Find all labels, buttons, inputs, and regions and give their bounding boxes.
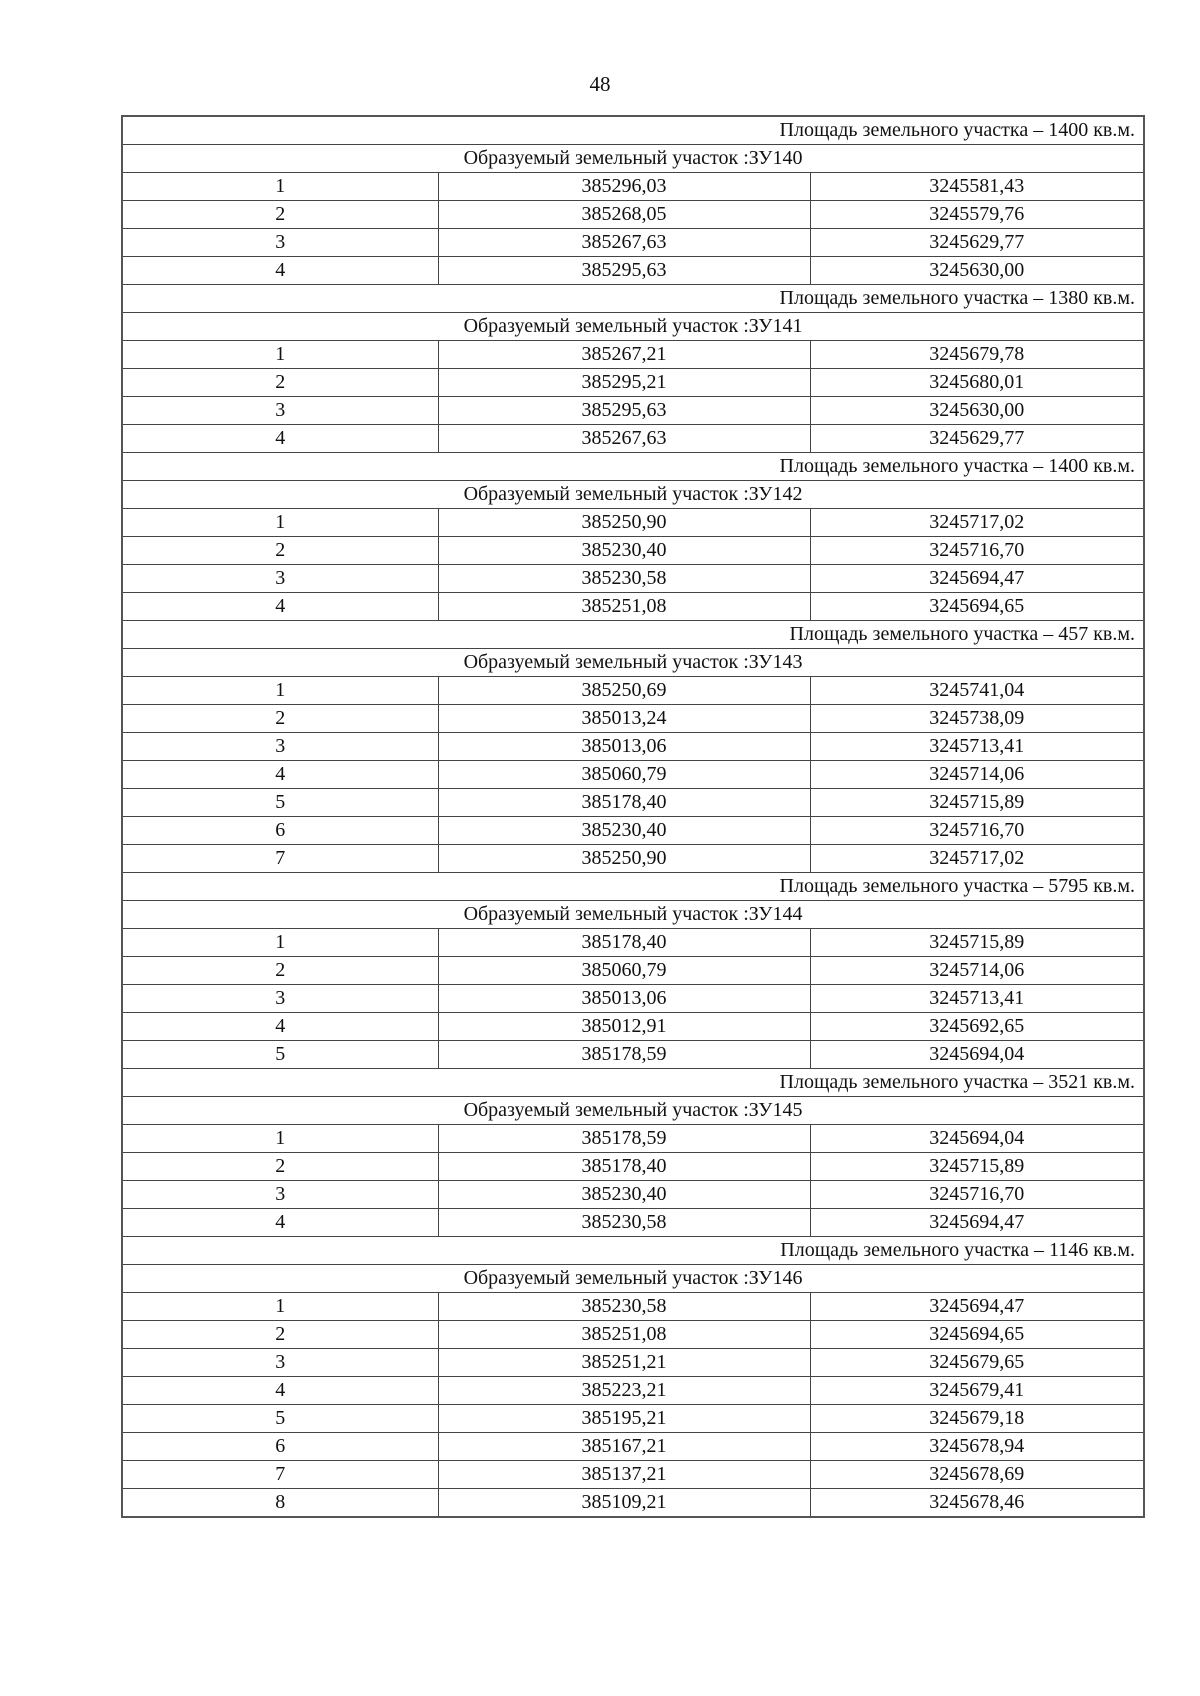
x-coordinate: 385178,59 [438,1125,810,1153]
table-row [122,1013,1144,1041]
point-number: 1 [122,1125,438,1153]
x-coordinate: 385230,58 [438,1209,810,1237]
parcel-area-text: Площадь земельного участка – 5795 кв.м. [122,873,1144,901]
table-row [122,761,1144,789]
point-number: 4 [122,593,438,621]
parcel-header-row [122,1265,1144,1293]
point-number: 8 [122,1489,438,1518]
point-number: 1 [122,929,438,957]
y-coordinate: 3245713,41 [810,733,1144,761]
point-number: 4 [122,1209,438,1237]
x-coordinate: 385167,21 [438,1433,810,1461]
x-coordinate: 385251,08 [438,593,810,621]
y-coordinate: 3245630,00 [810,397,1144,425]
x-coordinate: 385267,21 [438,341,810,369]
x-coordinate: 385178,59 [438,1041,810,1069]
table-row [122,1461,1144,1489]
point-number: 6 [122,1433,438,1461]
point-number: 3 [122,985,438,1013]
y-coordinate: 3245716,70 [810,537,1144,565]
table-row [122,985,1144,1013]
table-row [122,929,1144,957]
table-row [122,1349,1144,1377]
point-number: 2 [122,369,438,397]
table-row [122,705,1144,733]
table-row [122,1377,1144,1405]
y-coordinate: 3245714,06 [810,761,1144,789]
table-row [122,1489,1144,1518]
point-number: 2 [122,201,438,229]
y-coordinate: 3245717,02 [810,509,1144,537]
x-coordinate: 385230,58 [438,565,810,593]
parcel-header-row [122,901,1144,929]
parcel-header-row [122,481,1144,509]
table-row [122,1153,1144,1181]
parcel-title: Образуемый земельный участок :ЗУ141 [122,313,1144,341]
y-coordinate: 3245692,65 [810,1013,1144,1041]
table-row [122,369,1144,397]
point-number: 2 [122,1153,438,1181]
table-row [122,1293,1144,1321]
y-coordinate: 3245694,65 [810,1321,1144,1349]
parcel-header-row [122,649,1144,677]
parcel-title: Образуемый земельный участок :ЗУ140 [122,145,1144,173]
x-coordinate: 385109,21 [438,1489,810,1518]
point-number: 3 [122,229,438,257]
y-coordinate: 3245694,47 [810,1293,1144,1321]
table-row [122,537,1144,565]
table-row [122,1321,1144,1349]
x-coordinate: 385060,79 [438,761,810,789]
table-row [122,817,1144,845]
parcel-title: Образуемый земельный участок :ЗУ144 [122,901,1144,929]
x-coordinate: 385223,21 [438,1377,810,1405]
parcel-area-text: Площадь земельного участка – 1400 кв.м. [122,453,1144,481]
y-coordinate: 3245629,77 [810,229,1144,257]
x-coordinate: 385295,63 [438,257,810,285]
point-number: 2 [122,537,438,565]
x-coordinate: 385268,05 [438,201,810,229]
table-row [122,341,1144,369]
point-number: 6 [122,817,438,845]
point-number: 4 [122,761,438,789]
x-coordinate: 385013,24 [438,705,810,733]
x-coordinate: 385060,79 [438,957,810,985]
y-coordinate: 3245716,70 [810,817,1144,845]
point-number: 2 [122,957,438,985]
point-number: 4 [122,257,438,285]
x-coordinate: 385137,21 [438,1461,810,1489]
point-number: 3 [122,397,438,425]
y-coordinate: 3245679,41 [810,1377,1144,1405]
point-number: 1 [122,677,438,705]
y-coordinate: 3245694,47 [810,565,1144,593]
point-number: 4 [122,1013,438,1041]
page-number: 48 [589,72,611,96]
x-coordinate: 385013,06 [438,985,810,1013]
y-coordinate: 3245738,09 [810,705,1144,733]
x-coordinate: 385251,21 [438,1349,810,1377]
y-coordinate: 3245679,65 [810,1349,1144,1377]
point-number: 1 [122,509,438,537]
point-number: 3 [122,1181,438,1209]
y-coordinate: 3245581,43 [810,173,1144,201]
table-row [122,1209,1144,1237]
point-number: 1 [122,1293,438,1321]
x-coordinate: 385295,21 [438,369,810,397]
point-number: 3 [122,1349,438,1377]
y-coordinate: 3245579,76 [810,201,1144,229]
area-row [122,1069,1144,1097]
table-row [122,1041,1144,1069]
table-row [122,1181,1144,1209]
y-coordinate: 3245679,78 [810,341,1144,369]
x-coordinate: 385250,90 [438,509,810,537]
table-row [122,425,1144,453]
parcel-area-text: Площадь земельного участка – 1146 кв.м. [122,1237,1144,1265]
point-number: 3 [122,565,438,593]
x-coordinate: 385267,63 [438,425,810,453]
parcel-area-text: Площадь земельного участка – 3521 кв.м. [122,1069,1144,1097]
x-coordinate: 385013,06 [438,733,810,761]
area-row [122,621,1144,649]
point-number: 4 [122,1377,438,1405]
table-row [122,845,1144,873]
y-coordinate: 3245678,94 [810,1433,1144,1461]
area-row [122,453,1144,481]
x-coordinate: 385012,91 [438,1013,810,1041]
parcel-title: Образуемый земельный участок :ЗУ145 [122,1097,1144,1125]
parcel-header-row [122,145,1144,173]
table-row [122,173,1144,201]
point-number: 1 [122,173,438,201]
y-coordinate: 3245694,04 [810,1125,1144,1153]
table-row [122,229,1144,257]
table-row [122,677,1144,705]
y-coordinate: 3245715,89 [810,789,1144,817]
parcel-title: Образуемый земельный участок :ЗУ146 [122,1265,1144,1293]
table-row [122,593,1144,621]
area-row [122,1237,1144,1265]
y-coordinate: 3245694,65 [810,593,1144,621]
y-coordinate: 3245741,04 [810,677,1144,705]
point-number: 5 [122,1405,438,1433]
x-coordinate: 385295,63 [438,397,810,425]
table-row [122,789,1144,817]
point-number: 2 [122,705,438,733]
point-number: 7 [122,845,438,873]
point-number: 7 [122,1461,438,1489]
x-coordinate: 385230,40 [438,537,810,565]
x-coordinate: 385178,40 [438,929,810,957]
table-row [122,1433,1144,1461]
x-coordinate: 385250,69 [438,677,810,705]
x-coordinate: 385296,03 [438,173,810,201]
y-coordinate: 3245678,46 [810,1489,1144,1518]
area-row [122,873,1144,901]
x-coordinate: 385267,63 [438,229,810,257]
table-row [122,1405,1144,1433]
point-number: 5 [122,1041,438,1069]
point-number: 5 [122,789,438,817]
y-coordinate: 3245714,06 [810,957,1144,985]
x-coordinate: 385230,40 [438,1181,810,1209]
table-row [122,201,1144,229]
parcel-title: Образуемый земельный участок :ЗУ142 [122,481,1144,509]
y-coordinate: 3245717,02 [810,845,1144,873]
y-coordinate: 3245715,89 [810,929,1144,957]
coordinates-table [121,115,1145,1518]
table-row [122,397,1144,425]
y-coordinate: 3245716,70 [810,1181,1144,1209]
x-coordinate: 385230,58 [438,1293,810,1321]
table-row [122,733,1144,761]
parcel-area-text: Площадь земельного участка – 1380 кв.м. [122,285,1144,313]
point-number: 3 [122,733,438,761]
x-coordinate: 385195,21 [438,1405,810,1433]
x-coordinate: 385230,40 [438,817,810,845]
y-coordinate: 3245678,69 [810,1461,1144,1489]
point-number: 2 [122,1321,438,1349]
x-coordinate: 385250,90 [438,845,810,873]
y-coordinate: 3245679,18 [810,1405,1144,1433]
parcel-area-text: Площадь земельного участка – 457 кв.м. [122,621,1144,649]
y-coordinate: 3245694,04 [810,1041,1144,1069]
y-coordinate: 3245713,41 [810,985,1144,1013]
coordinates-table-body [122,116,1144,1517]
x-coordinate: 385178,40 [438,789,810,817]
table-row [122,257,1144,285]
table-row [122,1125,1144,1153]
y-coordinate: 3245629,77 [810,425,1144,453]
parcel-header-row [122,1097,1144,1125]
x-coordinate: 385178,40 [438,1153,810,1181]
x-coordinate: 385251,08 [438,1321,810,1349]
parcel-title: Образуемый земельный участок :ЗУ143 [122,649,1144,677]
y-coordinate: 3245680,01 [810,369,1144,397]
area-row [122,285,1144,313]
table-row [122,509,1144,537]
table-row [122,565,1144,593]
table-row [122,957,1144,985]
y-coordinate: 3245715,89 [810,1153,1144,1181]
y-coordinate: 3245694,47 [810,1209,1144,1237]
area-row [122,116,1144,145]
y-coordinate: 3245630,00 [810,257,1144,285]
point-number: 1 [122,341,438,369]
parcel-area-text: Площадь земельного участка – 1400 кв.м. [122,116,1144,145]
point-number: 4 [122,425,438,453]
parcel-header-row [122,313,1144,341]
